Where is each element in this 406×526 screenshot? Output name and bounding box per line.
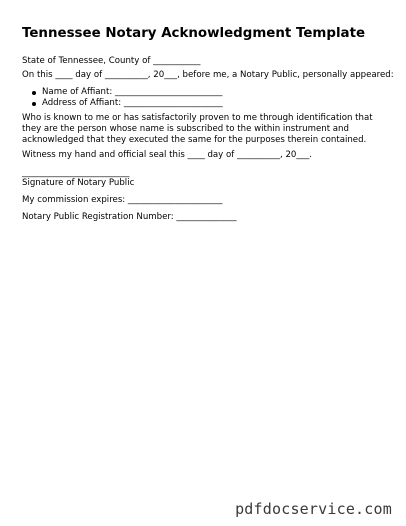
state-county-line: State of Tennessee, County of ___________ <box>22 56 201 66</box>
site-watermark: pdfdocservice.com <box>235 500 392 518</box>
affiant-name-field: Name of Affiant: _________________________ <box>42 87 223 97</box>
bullet-dot-icon <box>32 102 36 106</box>
affiant-address-field: Address of Affiant: _______________________ <box>42 98 223 108</box>
commission-expires-line: My commission expires: ______________________ <box>22 195 223 205</box>
witness-line: Witness my hand and official seal this ____ day of __________, 20___. <box>22 150 313 160</box>
appearance-date-line: On this ____ day of __________, 20___, before me, a Notary Public, personally appeared: <box>22 70 394 80</box>
affiant-list <box>22 87 223 109</box>
signature-rule: _________________________ <box>22 168 130 178</box>
list-item <box>22 98 223 109</box>
document-title: Tennessee Notary Acknowledgment Template <box>22 26 366 41</box>
identification-paragraph: Who is known to me or has satisfactorily proven to me through identification that they are the person whose name is subscribed to the within instrument and acknowledged that they executed the same for the purposes therein contained. <box>22 113 373 145</box>
registration-number-line: Notary Public Registration Number: ______________ <box>22 212 237 222</box>
list-item <box>22 87 223 98</box>
bullet-dot-icon <box>32 91 36 95</box>
signature-label: Signature of Notary Public <box>22 178 135 188</box>
